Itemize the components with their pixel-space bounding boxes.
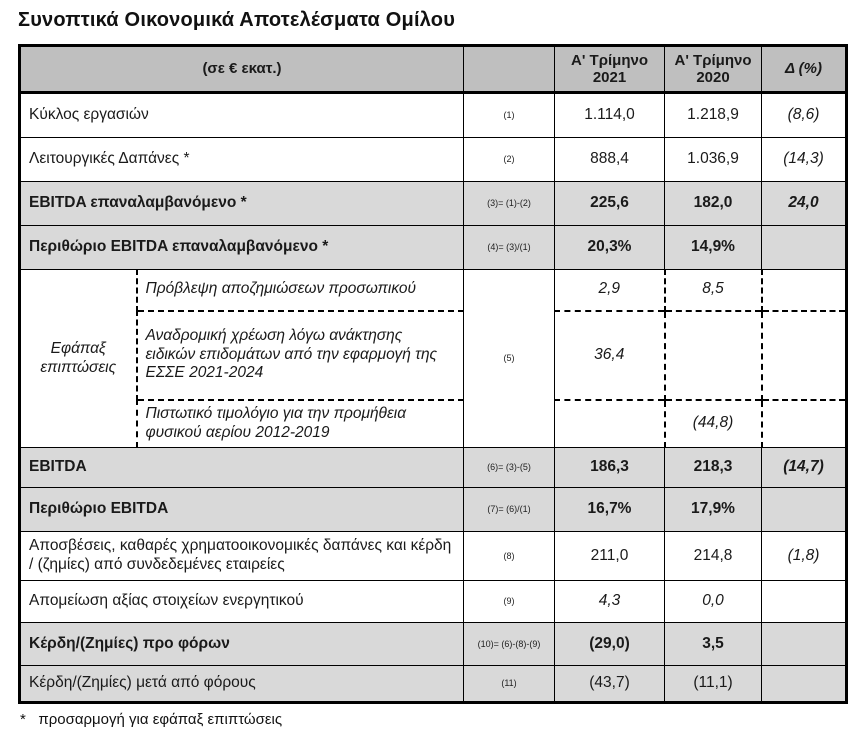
value-delta: (1,8) [762, 532, 847, 581]
value-delta [762, 311, 847, 400]
row-formula-ref: (6)= (3)-(5) [464, 448, 555, 488]
row-label: Κέρδη/(Ζημίες) μετά από φόρους [20, 666, 464, 703]
value-2021: 4,3 [555, 581, 665, 623]
table-row-profit-after-tax [20, 666, 847, 703]
row-formula-ref: (9) [464, 581, 555, 623]
table-row-oneoff-2 [20, 311, 847, 400]
row-formula-ref: (3)= (1)-(2) [464, 182, 555, 226]
value-2020: 218,3 [665, 448, 762, 488]
header-delta: Δ (%) [762, 46, 847, 93]
value-delta [762, 581, 847, 623]
value-2020: 14,9% [665, 226, 762, 270]
value-2020: (44,8) [665, 400, 762, 448]
value-2020: (11,1) [665, 666, 762, 703]
row-label: Περιθώριο EBITDA [20, 488, 464, 532]
value-2020 [665, 311, 762, 400]
value-delta: (14,7) [762, 448, 847, 488]
value-2021: 186,3 [555, 448, 665, 488]
value-2021: 16,7% [555, 488, 665, 532]
value-2021 [555, 400, 665, 448]
value-2020: 17,9% [665, 488, 762, 532]
table-row-recurring-ebitda [20, 182, 847, 226]
value-2020: 182,0 [665, 182, 762, 226]
table-row-operating-expenses [20, 138, 847, 182]
row-label: Απομείωση αξίας στοιχείων ενεργητικού [20, 581, 464, 623]
table-row-ebitda [20, 448, 847, 488]
value-2021: 36,4 [555, 311, 665, 400]
table-row-profit-before-tax [20, 623, 847, 666]
value-2021: 225,6 [555, 182, 665, 226]
value-2021: 2,9 [555, 270, 665, 311]
oneoff-item-label: Αναδρομική χρέωση λόγω ανάκτησης ειδικών επιδομάτων από την εφαρμογή της ΕΣΣΕ 2021-2024 [137, 311, 464, 400]
value-delta [762, 488, 847, 532]
header-unit: (σε € εκατ.) [20, 46, 464, 93]
table-row-ebitda-margin [20, 488, 847, 532]
row-label: Λειτουργικές Δαπάνες * [20, 138, 464, 182]
oneoff-group-label: Εφάπαξ επιπτώσεις [20, 270, 137, 448]
table-row-depreciation [20, 532, 847, 581]
row-label: Κέρδη/(Ζημίες) προ φόρων [20, 623, 464, 666]
table-row-oneoff-1 [20, 270, 847, 311]
value-2021: 20,3% [555, 226, 665, 270]
row-formula-ref: (10)= (6)-(8)-(9) [464, 623, 555, 666]
value-2020: 214,8 [665, 532, 762, 581]
row-formula-ref: (2) [464, 138, 555, 182]
table-header-row [20, 46, 847, 93]
value-delta: (8,6) [762, 93, 847, 138]
footnote: * προσαρμογή για εφάπαξ επιπτώσεις [20, 711, 283, 728]
value-2020: 3,5 [665, 623, 762, 666]
header-q1-2021: Α' Τρίμηνο 2021 [555, 46, 665, 93]
row-label: EBITDA επαναλαμβανόμενο * [20, 182, 464, 226]
row-label: Αποσβέσεις, καθαρές χρηματοοικονομικές δαπάνες και κέρδη / (ζημίες) από συνδεδεμένες εταιρείες [20, 532, 464, 581]
row-label: EBITDA [20, 448, 464, 488]
value-delta [762, 666, 847, 703]
financial-results-table [18, 44, 848, 704]
value-delta: 24,0 [762, 182, 847, 226]
value-2020: 0,0 [665, 581, 762, 623]
oneoff-item-label: Πρόβλεψη αποζημιώσεων προσωπικού [137, 270, 464, 311]
value-2021: 211,0 [555, 532, 665, 581]
header-q1-2020: Α' Τρίμηνο 2020 [665, 46, 762, 93]
value-delta [762, 623, 847, 666]
oneoff-item-label: Πιστωτικό τιμολόγιο για την προμήθεια φυσικού αερίου 2012-2019 [137, 400, 464, 448]
value-delta [762, 270, 847, 311]
table-row-oneoff-3 [20, 400, 847, 448]
row-formula-ref: (1) [464, 93, 555, 138]
row-label: Κύκλος εργασιών [20, 93, 464, 138]
row-formula-ref: (7)= (6)/(1) [464, 488, 555, 532]
value-delta [762, 400, 847, 448]
value-2021: (43,7) [555, 666, 665, 703]
header-ref [464, 46, 555, 93]
table-row-turnover [20, 93, 847, 138]
table-row-impairment [20, 581, 847, 623]
page-title: Συνοπτικά Οικονομικά Αποτελέσματα Ομίλου [18, 9, 456, 31]
row-formula-ref: (11) [464, 666, 555, 703]
value-2020: 8,5 [665, 270, 762, 311]
value-2021: (29,0) [555, 623, 665, 666]
oneoff-formula-ref: (5) [464, 270, 555, 448]
value-delta [762, 226, 847, 270]
row-formula-ref: (4)= (3)/(1) [464, 226, 555, 270]
row-label: Περιθώριο EBITDA επαναλαμβανόμενο * [20, 226, 464, 270]
value-2020: 1.218,9 [665, 93, 762, 138]
table-row-recurring-ebitda-margin [20, 226, 847, 270]
row-formula-ref: (8) [464, 532, 555, 581]
value-2020: 1.036,9 [665, 138, 762, 182]
value-2021: 1.114,0 [555, 93, 665, 138]
value-2021: 888,4 [555, 138, 665, 182]
value-delta: (14,3) [762, 138, 847, 182]
